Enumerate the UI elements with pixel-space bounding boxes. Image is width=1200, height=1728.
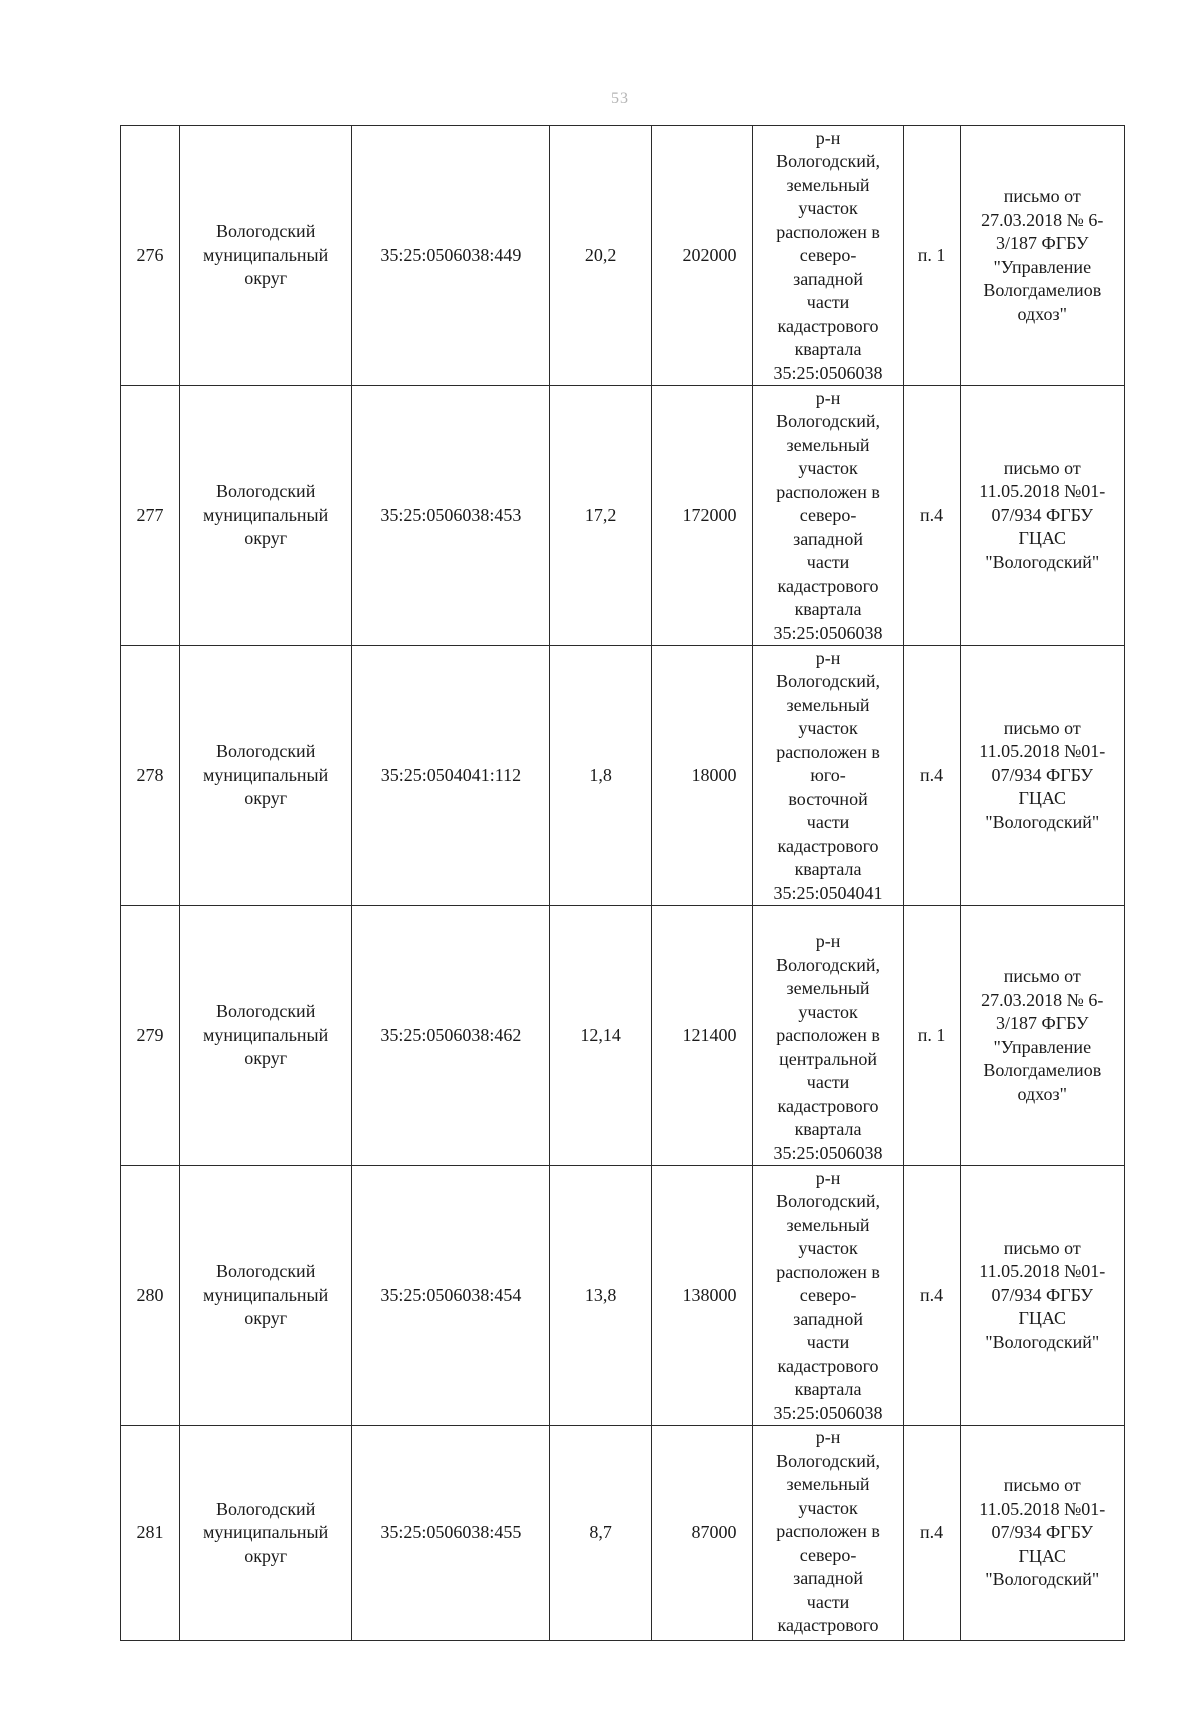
cell-text-line: ГЦАС	[1018, 788, 1067, 809]
cell-text-line: западной	[793, 1568, 864, 1588]
cell-text-line: 27.03.2018 № 6-	[981, 989, 1104, 1010]
cell-text-line: Вологодский,	[776, 1450, 880, 1471]
cadastral-number-cell: 35:25:0506038:455	[352, 1426, 550, 1641]
cell-text-line: письмо от	[1003, 186, 1081, 206]
cell-text-line: 11.05.2018 №01-	[979, 741, 1106, 762]
cell-text-line: западной	[793, 528, 864, 549]
cell-text-line: юго-	[810, 765, 846, 785]
cell-text-line: 07/934 ФГБУ	[991, 1284, 1094, 1305]
cell-text-line: расположен в	[776, 1521, 880, 1541]
cell-text-line: участок	[798, 1238, 858, 1258]
cell-text-line: "Управление	[993, 256, 1092, 277]
cell-text-line: Вологодский,	[776, 954, 880, 975]
area-square-meters-cell: 172000	[651, 386, 753, 646]
location-description-cell	[753, 1426, 903, 1641]
cell-text-line: части	[806, 552, 850, 572]
clause-cell: п.4	[903, 646, 960, 906]
clause-cell: п. 1	[903, 906, 960, 1166]
cell-text-line: Вологодский,	[776, 411, 880, 431]
municipality-cell	[179, 386, 352, 646]
cell-text-line: р-н	[815, 127, 841, 148]
basis-document-cell	[960, 1166, 1124, 1426]
cell-text-line: кадастрового	[777, 315, 879, 336]
cell-text-line: 35:25:0506038	[773, 362, 883, 383]
basis-document-cell	[960, 906, 1124, 1166]
clause-cell: п.4	[903, 386, 960, 646]
municipality-cell	[179, 1426, 352, 1641]
cell-text-line: квартала	[794, 599, 862, 619]
cell-text-line: северо-	[799, 505, 857, 525]
area-hectares-cell: 12,14	[550, 906, 652, 1166]
cell-text-line: земельный	[786, 978, 870, 998]
area-square-meters-cell: 138000	[651, 1166, 753, 1426]
cell-text-line: участок	[798, 718, 858, 738]
cell-text-line: Вологодский	[216, 221, 316, 242]
cell-text-line: Вологодский	[216, 1261, 316, 1282]
cell-text-line: муниципальный	[203, 764, 329, 785]
basis-document-cell	[960, 646, 1124, 906]
cell-text-line: земельный	[786, 434, 870, 455]
cell-text-line: округ	[244, 268, 288, 289]
cell-text-line: расположен в	[776, 221, 880, 242]
area-square-meters-cell: 202000	[651, 126, 753, 386]
cell-text-line: 07/934 ФГБУ	[991, 504, 1094, 525]
row-number-cell: 277	[121, 386, 180, 646]
cadastral-number-cell: 35:25:0506038:454	[352, 1166, 550, 1426]
area-hectares-cell: 13,8	[550, 1166, 652, 1426]
land-plots-table	[120, 125, 1125, 1641]
cell-text-line: округ	[244, 528, 288, 549]
cell-text-line: письмо от	[1003, 717, 1081, 738]
cell-text-line: ГЦАС	[1018, 528, 1067, 549]
cell-text-line: части	[806, 1332, 850, 1352]
row-number-cell: 279	[121, 906, 180, 1166]
area-square-meters-cell: 121400	[651, 906, 753, 1166]
cell-text-line: "Управление	[993, 1036, 1092, 1057]
cell-text-line: Вологодский,	[776, 151, 880, 171]
cell-text-line: квартала	[794, 339, 862, 359]
cadastral-number-cell: 35:25:0506038:449	[352, 126, 550, 386]
area-square-meters-cell: 18000	[651, 646, 753, 906]
page-number: 53	[611, 90, 629, 107]
cell-text-line: 35:25:0506038	[773, 1142, 883, 1163]
cell-text-line: квартала	[794, 1119, 862, 1139]
location-description-cell	[753, 906, 903, 1166]
cell-text-line: письмо от	[1003, 1237, 1081, 1258]
row-number-cell: 278	[121, 646, 180, 906]
cell-text-line: кадастрового	[777, 1095, 879, 1116]
municipality-cell	[179, 646, 352, 906]
cell-text-line: части	[806, 1591, 850, 1612]
cell-text-line: Вологодский	[216, 481, 316, 502]
cell-text-line: Вологдамелиов	[983, 1060, 1102, 1080]
table-row	[121, 906, 1125, 1166]
cell-text-line: одхоз"	[1017, 303, 1067, 324]
cell-text-line: участок	[798, 198, 858, 218]
cell-text-line: ГЦАС	[1018, 1545, 1067, 1566]
location-description-cell	[753, 1166, 903, 1426]
municipality-cell	[179, 1166, 352, 1426]
cell-text-line: расположен в	[776, 1261, 880, 1282]
area-hectares-cell: 1,8	[550, 646, 652, 906]
cell-text-line: расположен в	[776, 481, 880, 502]
cell-text-line: "Вологодский"	[985, 1569, 1100, 1590]
cell-text-line: "Вологодский"	[985, 551, 1100, 572]
cell-text-line: части	[806, 812, 850, 832]
cadastral-number-cell: 35:25:0506038:462	[352, 906, 550, 1166]
cell-text-line: Вологодский,	[776, 671, 880, 691]
cell-text-line: муниципальный	[203, 504, 329, 525]
cell-text-line: центральной	[779, 1048, 878, 1069]
cell-text-line: северо-	[799, 1544, 857, 1565]
cell-text-line: 11.05.2018 №01-	[979, 481, 1106, 502]
cell-text-line: округ	[244, 1308, 288, 1329]
cell-text-line: муниципальный	[203, 244, 329, 265]
cell-text-line: западной	[793, 1308, 864, 1329]
cell-text-line: 35:25:0506038	[773, 622, 883, 643]
cell-text-line: 3/187 ФГБУ	[995, 233, 1089, 253]
table-row	[121, 646, 1125, 906]
cell-text-line: р-н	[815, 1167, 841, 1188]
cadastral-number-cell: 35:25:0504041:112	[352, 646, 550, 906]
area-hectares-cell: 17,2	[550, 386, 652, 646]
cell-text-line: р-н	[815, 387, 841, 408]
area-hectares-cell: 20,2	[550, 126, 652, 386]
cell-text-line: кадастрового	[777, 575, 879, 596]
cell-text-line: земельный	[786, 1214, 870, 1235]
location-description-cell	[753, 646, 903, 906]
cell-text-line: квартала	[794, 859, 862, 879]
basis-document-cell	[960, 1426, 1124, 1641]
cell-text-line: расположен в	[776, 1025, 880, 1045]
area-square-meters-cell: 87000	[651, 1426, 753, 1641]
cell-text-line: округ	[244, 1545, 288, 1566]
cell-text-line: Вологодский,	[776, 1191, 880, 1211]
cell-text-line: 27.03.2018 № 6-	[981, 209, 1104, 230]
cell-text-line: участок	[798, 1001, 858, 1022]
cell-text-line: участок	[798, 458, 858, 478]
table-row	[121, 1426, 1125, 1641]
location-description-cell	[753, 386, 903, 646]
cell-text-line: западной	[793, 268, 864, 289]
cell-text-line: 07/934 ФГБУ	[991, 1522, 1094, 1543]
row-number-cell: 281	[121, 1426, 180, 1641]
table-row	[121, 386, 1125, 646]
cell-text-line: "Вологодский"	[985, 1331, 1100, 1352]
cell-text-line: 35:25:0504041	[773, 882, 883, 903]
clause-cell: п.4	[903, 1426, 960, 1641]
cell-text-line: Вологдамелиов	[983, 280, 1102, 300]
cell-text-line: округ	[244, 788, 288, 809]
cell-text-line: 11.05.2018 №01-	[979, 1261, 1106, 1282]
clause-cell: п. 1	[903, 126, 960, 386]
cell-text-line: одхоз"	[1017, 1083, 1067, 1104]
cell-text-line: земельный	[786, 1474, 870, 1494]
clause-cell: п.4	[903, 1166, 960, 1426]
cell-text-line: муниципальный	[203, 1024, 329, 1045]
cell-text-line: Вологодский	[216, 741, 316, 762]
table-row	[121, 1166, 1125, 1426]
cell-text-line: Вологодский	[216, 1498, 316, 1519]
cell-text-line: "Вологодский"	[985, 811, 1100, 832]
cell-text-line: письмо от	[1003, 966, 1081, 986]
cell-text-line: муниципальный	[203, 1522, 329, 1543]
cell-text-line: р-н	[815, 1427, 841, 1447]
row-number-cell: 276	[121, 126, 180, 386]
cell-text-line: восточной	[788, 788, 868, 809]
cell-text-line: расположен в	[776, 741, 880, 762]
cell-text-line: р-н	[815, 647, 841, 668]
cell-text-line: письмо от	[1003, 1475, 1081, 1496]
cell-text-line: р-н	[815, 931, 841, 951]
table-row	[121, 126, 1125, 386]
table-body	[121, 126, 1125, 1641]
row-number-cell: 280	[121, 1166, 180, 1426]
cell-text-line: кадастрового	[777, 1355, 879, 1376]
municipality-cell	[179, 126, 352, 386]
cell-text-line: кадастрового	[777, 1615, 879, 1635]
cell-text-line: Вологодский	[216, 1001, 316, 1022]
location-description-cell	[753, 126, 903, 386]
cadastral-number-cell: 35:25:0506038:453	[352, 386, 550, 646]
cell-text-line: 11.05.2018 №01-	[979, 1498, 1106, 1519]
cell-text-line: земельный	[786, 694, 870, 715]
cell-text-line: северо-	[799, 1285, 857, 1305]
area-hectares-cell: 8,7	[550, 1426, 652, 1641]
municipality-cell	[179, 906, 352, 1166]
cell-text-line: муниципальный	[203, 1284, 329, 1305]
cell-text-line: 07/934 ФГБУ	[991, 764, 1094, 785]
cell-text-line: ГЦАС	[1018, 1308, 1067, 1329]
cell-text-line: квартала	[794, 1379, 862, 1399]
cell-text-line: части	[806, 1072, 850, 1092]
cell-text-line: 3/187 ФГБУ	[995, 1013, 1089, 1033]
cell-text-line: 35:25:0506038	[773, 1402, 883, 1423]
cell-text-line: участок	[798, 1497, 858, 1518]
cell-text-line: северо-	[799, 245, 857, 265]
cell-text-line: земельный	[786, 174, 870, 195]
cell-text-line: части	[806, 292, 850, 312]
cell-text-line: письмо от	[1003, 457, 1081, 478]
cell-text-line: округ	[244, 1048, 288, 1069]
basis-document-cell	[960, 386, 1124, 646]
basis-document-cell	[960, 126, 1124, 386]
cell-text-line: кадастрового	[777, 835, 879, 856]
